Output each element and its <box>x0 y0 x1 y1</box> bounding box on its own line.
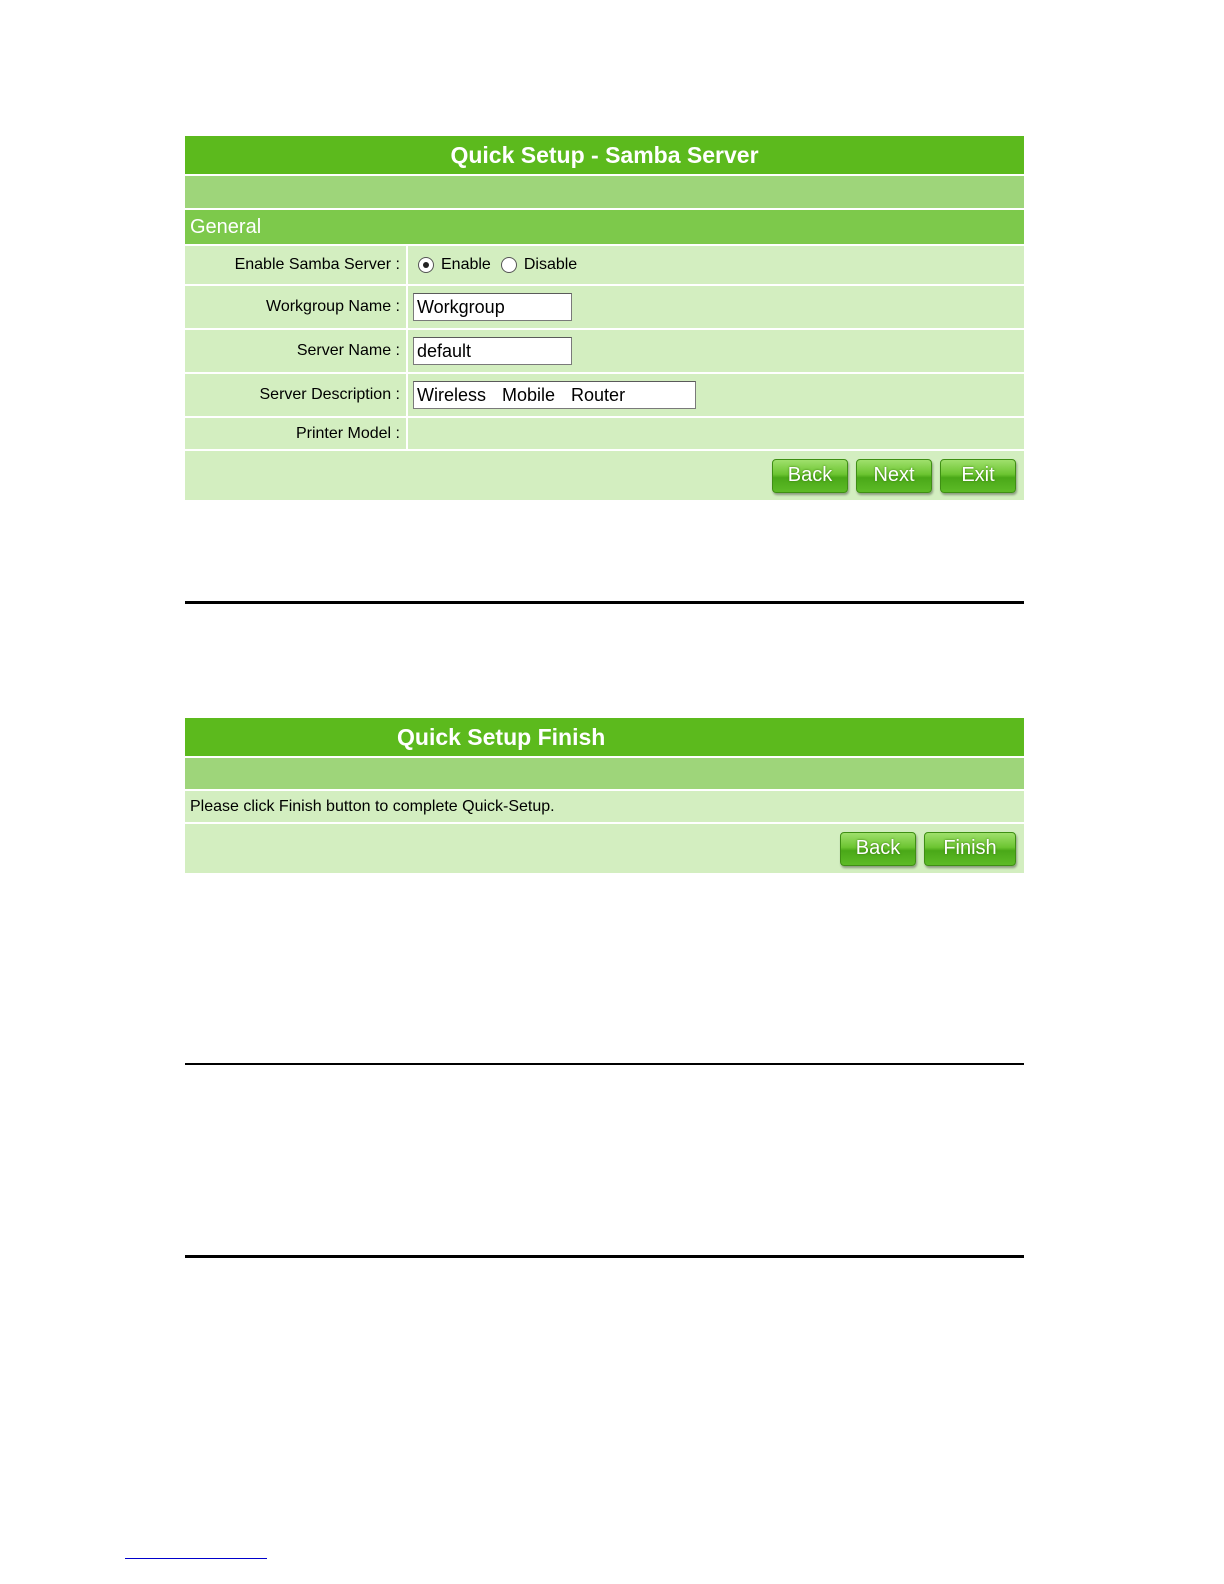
server-name-input[interactable] <box>413 337 572 365</box>
server-name-label: Server Name : <box>185 330 408 372</box>
workgroup-input[interactable] <box>413 293 572 321</box>
server-name-value <box>408 330 1024 372</box>
page-divider <box>185 1063 1024 1065</box>
finish-message-row <box>185 789 1024 822</box>
server-description-row <box>185 372 1024 416</box>
printer-model-row <box>185 416 1024 449</box>
enable-samba-row <box>185 244 1024 284</box>
finish-button[interactable]: Finish <box>924 832 1016 866</box>
samba-title-bar <box>185 136 1024 174</box>
finish-button-row <box>185 822 1024 873</box>
server-description-label: Server Description : <box>185 374 408 416</box>
server-name-row <box>185 328 1024 372</box>
finish-panel-title: Quick Setup Finish <box>397 723 606 750</box>
exit-button[interactable]: Exit <box>940 459 1016 493</box>
workgroup-label: Workgroup Name : <box>185 286 408 328</box>
enable-radio-button[interactable] <box>418 257 434 273</box>
printer-model-label: Printer Model : <box>185 418 408 449</box>
enable-radio-label[interactable]: Enable <box>441 256 491 273</box>
server-description-value <box>408 374 1024 416</box>
disable-radio-label[interactable]: Disable <box>523 256 578 273</box>
finish-spacer-bar <box>185 756 1024 789</box>
finish-back-button[interactable]: Back <box>840 832 916 866</box>
samba-setup-panel <box>185 136 1024 500</box>
section-header-general <box>185 208 1024 244</box>
enable-samba-label: Enable Samba Server : <box>185 246 408 284</box>
samba-panel-title: Quick Setup - Samba Server <box>450 141 759 168</box>
enable-radio-group <box>418 256 587 274</box>
finish-title-bar <box>185 718 1024 756</box>
finish-message: Please click Finish button to complete Quick-Setup. <box>190 797 555 815</box>
disable-radio-button[interactable] <box>501 257 517 273</box>
section-title: General <box>190 215 262 238</box>
back-button[interactable]: Back <box>772 459 848 493</box>
finish-setup-panel <box>185 718 1024 873</box>
workgroup-value <box>408 286 1024 328</box>
printer-model-value <box>408 418 1024 449</box>
workgroup-row <box>185 284 1024 328</box>
server-description-input[interactable] <box>413 381 696 409</box>
samba-button-row <box>185 449 1024 500</box>
footnote-separator <box>125 1558 267 1559</box>
samba-spacer-bar <box>185 174 1024 208</box>
enable-samba-value <box>408 246 1024 284</box>
next-button[interactable]: Next <box>856 459 932 493</box>
page-divider <box>185 1255 1024 1258</box>
page-divider <box>185 601 1024 604</box>
